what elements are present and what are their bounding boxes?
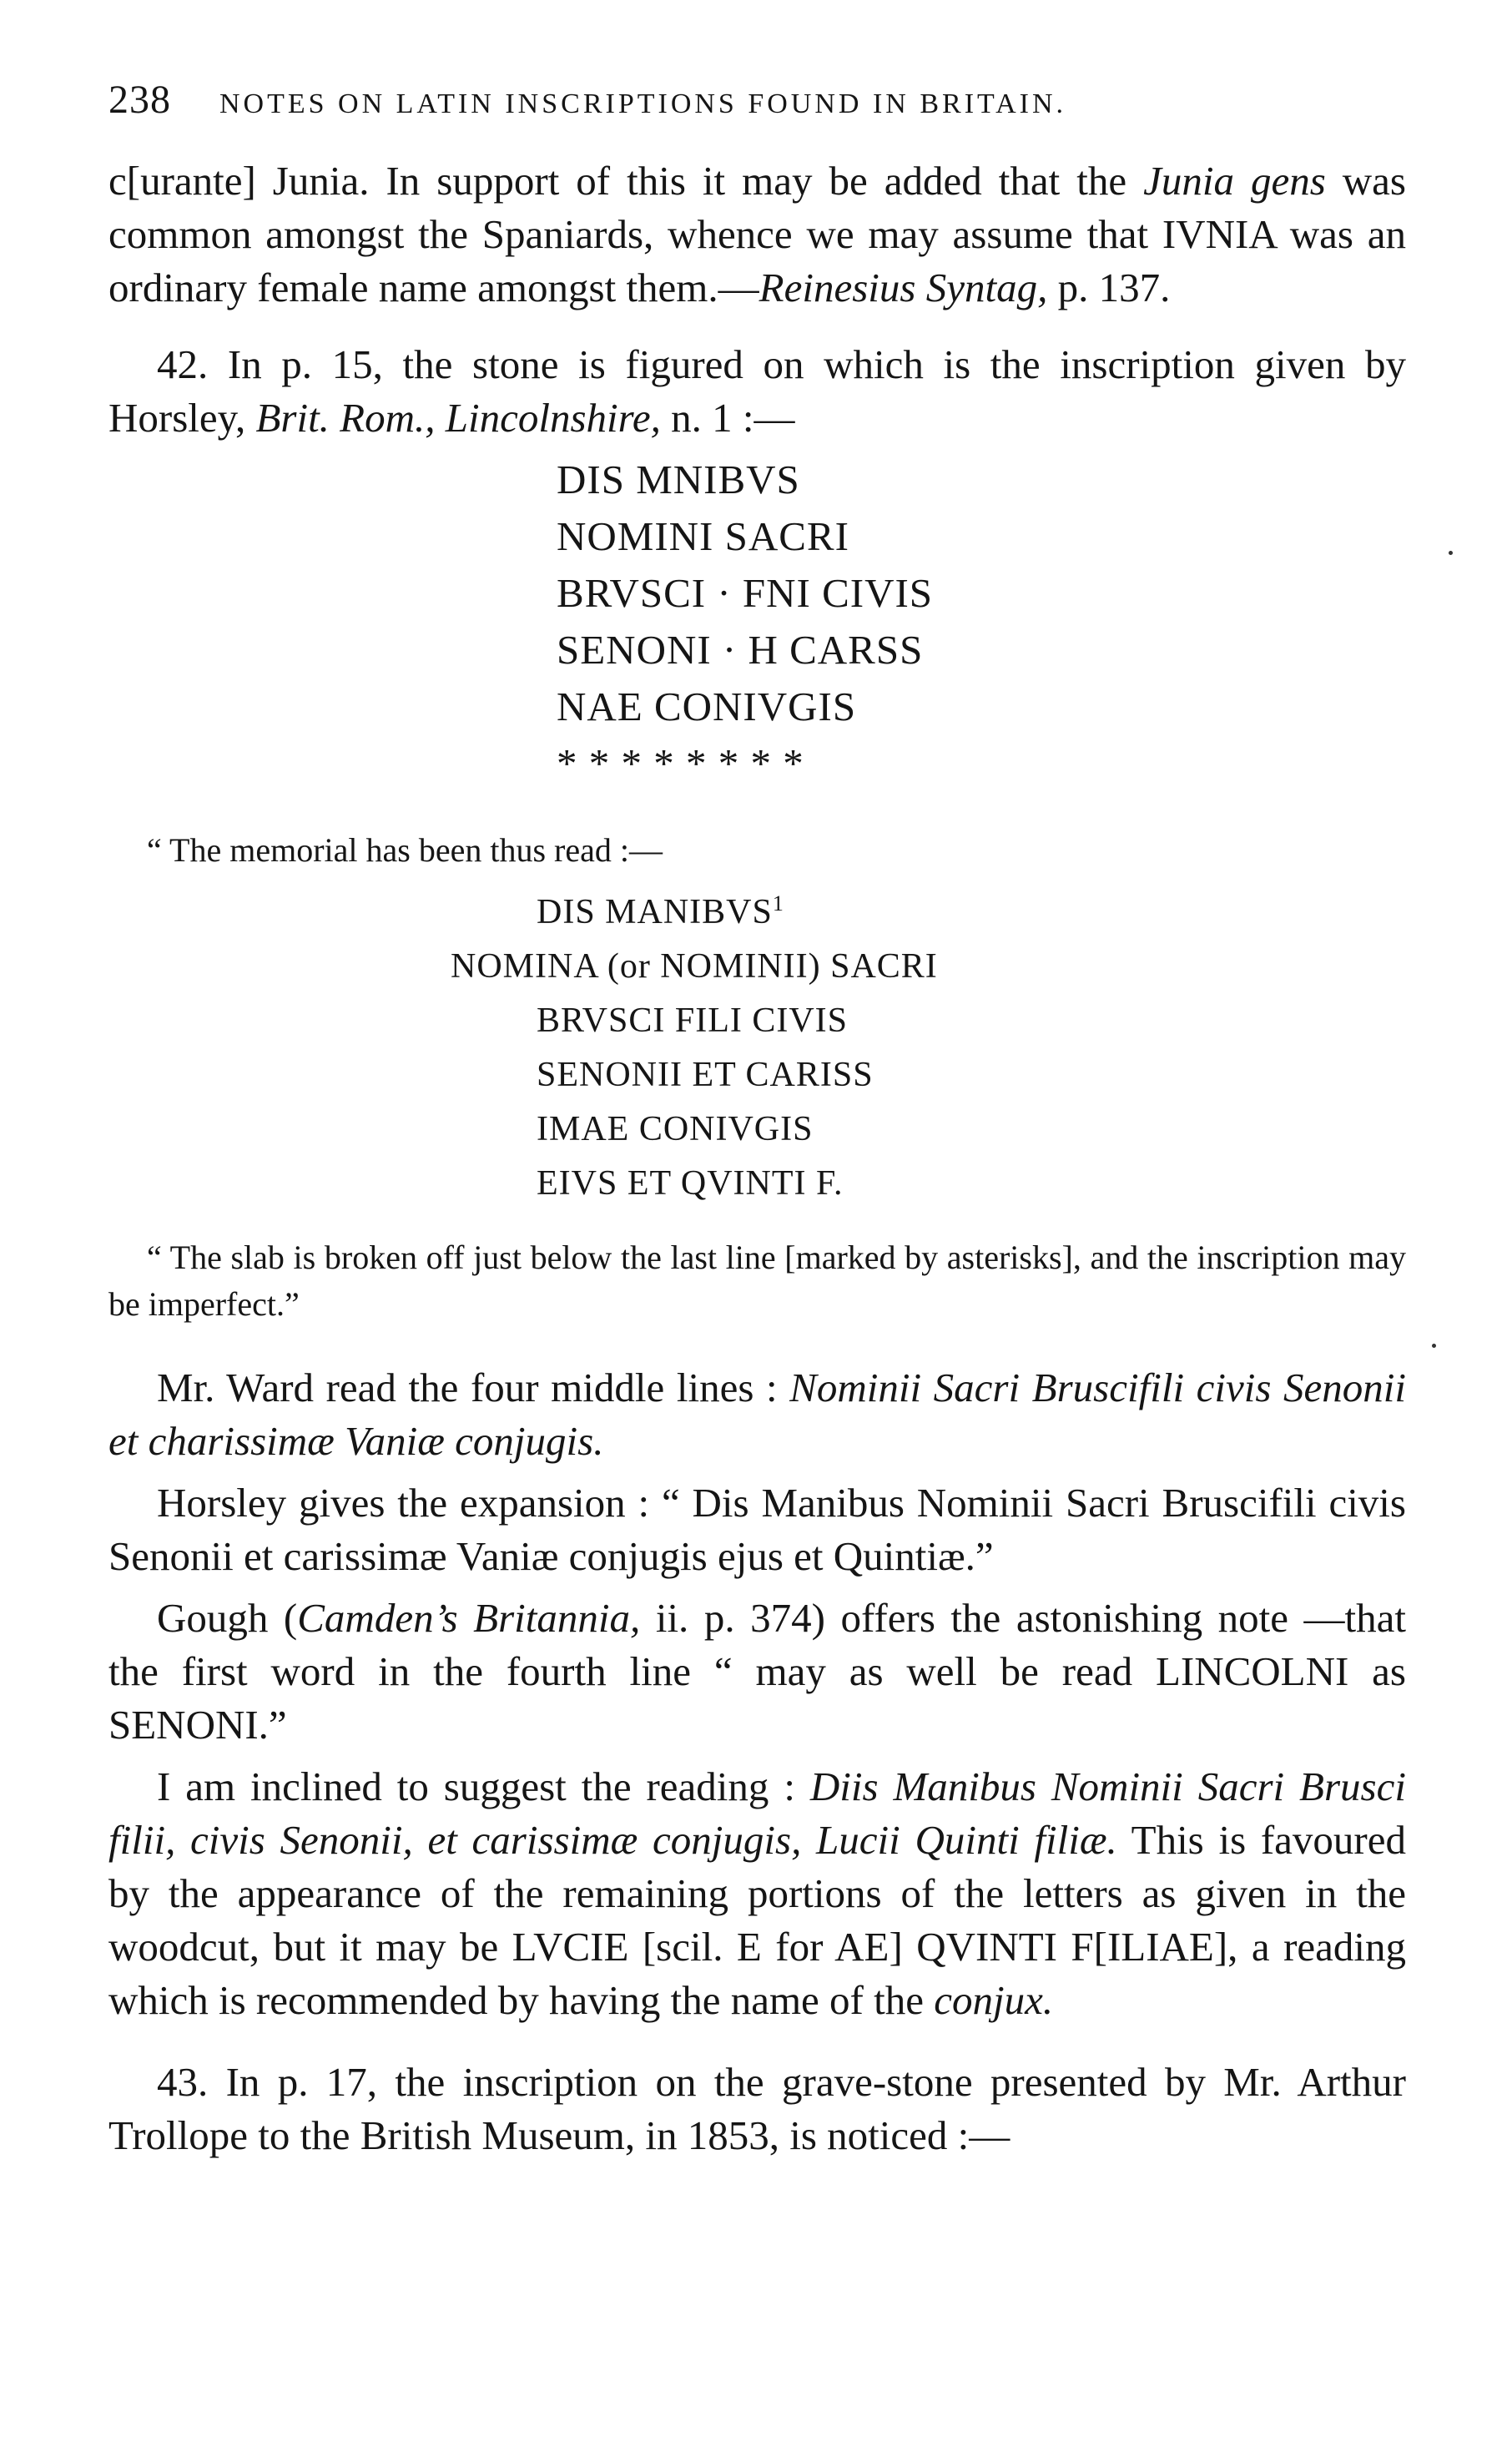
text-run: was common amongst the Spaniards, whence we may assume that IVNIA was an ordinary female name amongst them.— bbox=[108, 158, 1406, 310]
inscription-line: BRVSCI · FNI CIVIS bbox=[557, 570, 934, 616]
print-speck bbox=[1432, 1344, 1436, 1348]
page-number: 238 bbox=[108, 78, 171, 122]
paragraph-gough bbox=[108, 1592, 1406, 1752]
text-run: c[urante] Junia. In support of this it may be added that the bbox=[108, 158, 1144, 204]
italic-run: Nominii Sacri Bruscifili civis Senonii et charissimæ Vaniæ conjugis. bbox=[108, 1365, 1407, 1464]
footnote-marker: 1 bbox=[772, 891, 784, 916]
text-run: Horsley gives the expansion : “ Dis Manibus Nominii Sacri Bruscifili civis Senonii et carissimæ Vaniæ conjugis ejus et Quintiæ.” bbox=[108, 1480, 1406, 1579]
inscription-line: BRVSCI FILI CIVIS bbox=[537, 1001, 849, 1040]
italic-run: Camden’s Britannia, bbox=[297, 1595, 641, 1641]
italic-run: Brit. Rom., Lincolnshire, bbox=[255, 395, 661, 441]
inscription-line: IMAE CONIVGIS bbox=[537, 1110, 814, 1148]
inscription-line: NAE CONIVGIS bbox=[557, 684, 857, 729]
inscription-line: SENONII ET CARISS bbox=[537, 1056, 874, 1094]
text-run: 42. In p. 15, the stone is figured on which is the inscription given by Horsley, bbox=[108, 341, 1406, 441]
paragraph-suggest bbox=[108, 1760, 1406, 2027]
text-run: p. 137. bbox=[1047, 265, 1171, 310]
inscription-line: SENONI · H CARSS bbox=[557, 627, 924, 673]
italic-run: Diis Manibus Nominii Sacri Brusci filii, civis Senonii, et carissimæ conjugis, Lucii Quinti filiæ. bbox=[108, 1763, 1406, 1863]
paragraph-ward bbox=[108, 1361, 1406, 1468]
memorial-intro: “ The memorial has been thus read :— bbox=[147, 831, 663, 869]
inscription-asterisks: * * * * * * * * bbox=[557, 740, 804, 786]
text-run: 43. In p. 17, the inscription on the grave-stone presented by Mr. Arthur Trollope to the British Museum, in 1853, is noticed :— bbox=[108, 2059, 1406, 2158]
page bbox=[108, 77, 1406, 2162]
print-speck bbox=[1449, 551, 1453, 555]
text-run: This is favoured by the appearance of the remaining portions of the letters as given in the woodcut, but it may be LVCIE [scil. E for AE] QVINTI F[ILIAE], a reading which is recommended by having the name of the bbox=[108, 1817, 1406, 2023]
inscription-line: NOMINI SACRI bbox=[557, 513, 849, 559]
italic-run: Junia gens bbox=[1143, 158, 1326, 204]
text-run: Mr. Ward read the four middle lines : bbox=[157, 1365, 790, 1410]
inscription-line: DIS MNIBVS bbox=[557, 457, 800, 502]
text-run: ii. p. 374) offers the astonishing note —that the first word in the fourth line “ may as well be read LINCOLNI as SENONI.” bbox=[108, 1595, 1406, 1748]
inscription-text: DIS MANIBVS bbox=[537, 893, 773, 931]
italic-run: Reinesius Syntag, bbox=[759, 265, 1048, 310]
running-title: NOTES ON LATIN INSCRIPTIONS FOUND IN BRITAIN. bbox=[219, 88, 1066, 119]
inscription-read bbox=[108, 885, 1406, 1211]
paragraph-43 bbox=[108, 2056, 1406, 2162]
inscription-line: NOMINA (or NOMINII) SACRI bbox=[451, 947, 938, 986]
text-run: n. 1 :— bbox=[660, 395, 795, 441]
slab-quote: “ The slab is broken off just below the last line [marked by asterisks], and the inscription may be imperfect.” bbox=[108, 1239, 1406, 1323]
paragraph-junia bbox=[108, 154, 1406, 315]
paragraph-42 bbox=[108, 338, 1406, 445]
running-head bbox=[108, 77, 1406, 123]
italic-run: conjux. bbox=[934, 1977, 1054, 2023]
text-run: I am inclined to suggest the reading : bbox=[157, 1763, 810, 1809]
paragraph-horsley bbox=[108, 1476, 1406, 1583]
inscription-line: EIVS ET QVINTI F. bbox=[537, 1164, 844, 1203]
inscription-figured bbox=[108, 452, 1406, 792]
inscription-line bbox=[108, 885, 1406, 940]
text-run: Gough ( bbox=[157, 1595, 298, 1641]
